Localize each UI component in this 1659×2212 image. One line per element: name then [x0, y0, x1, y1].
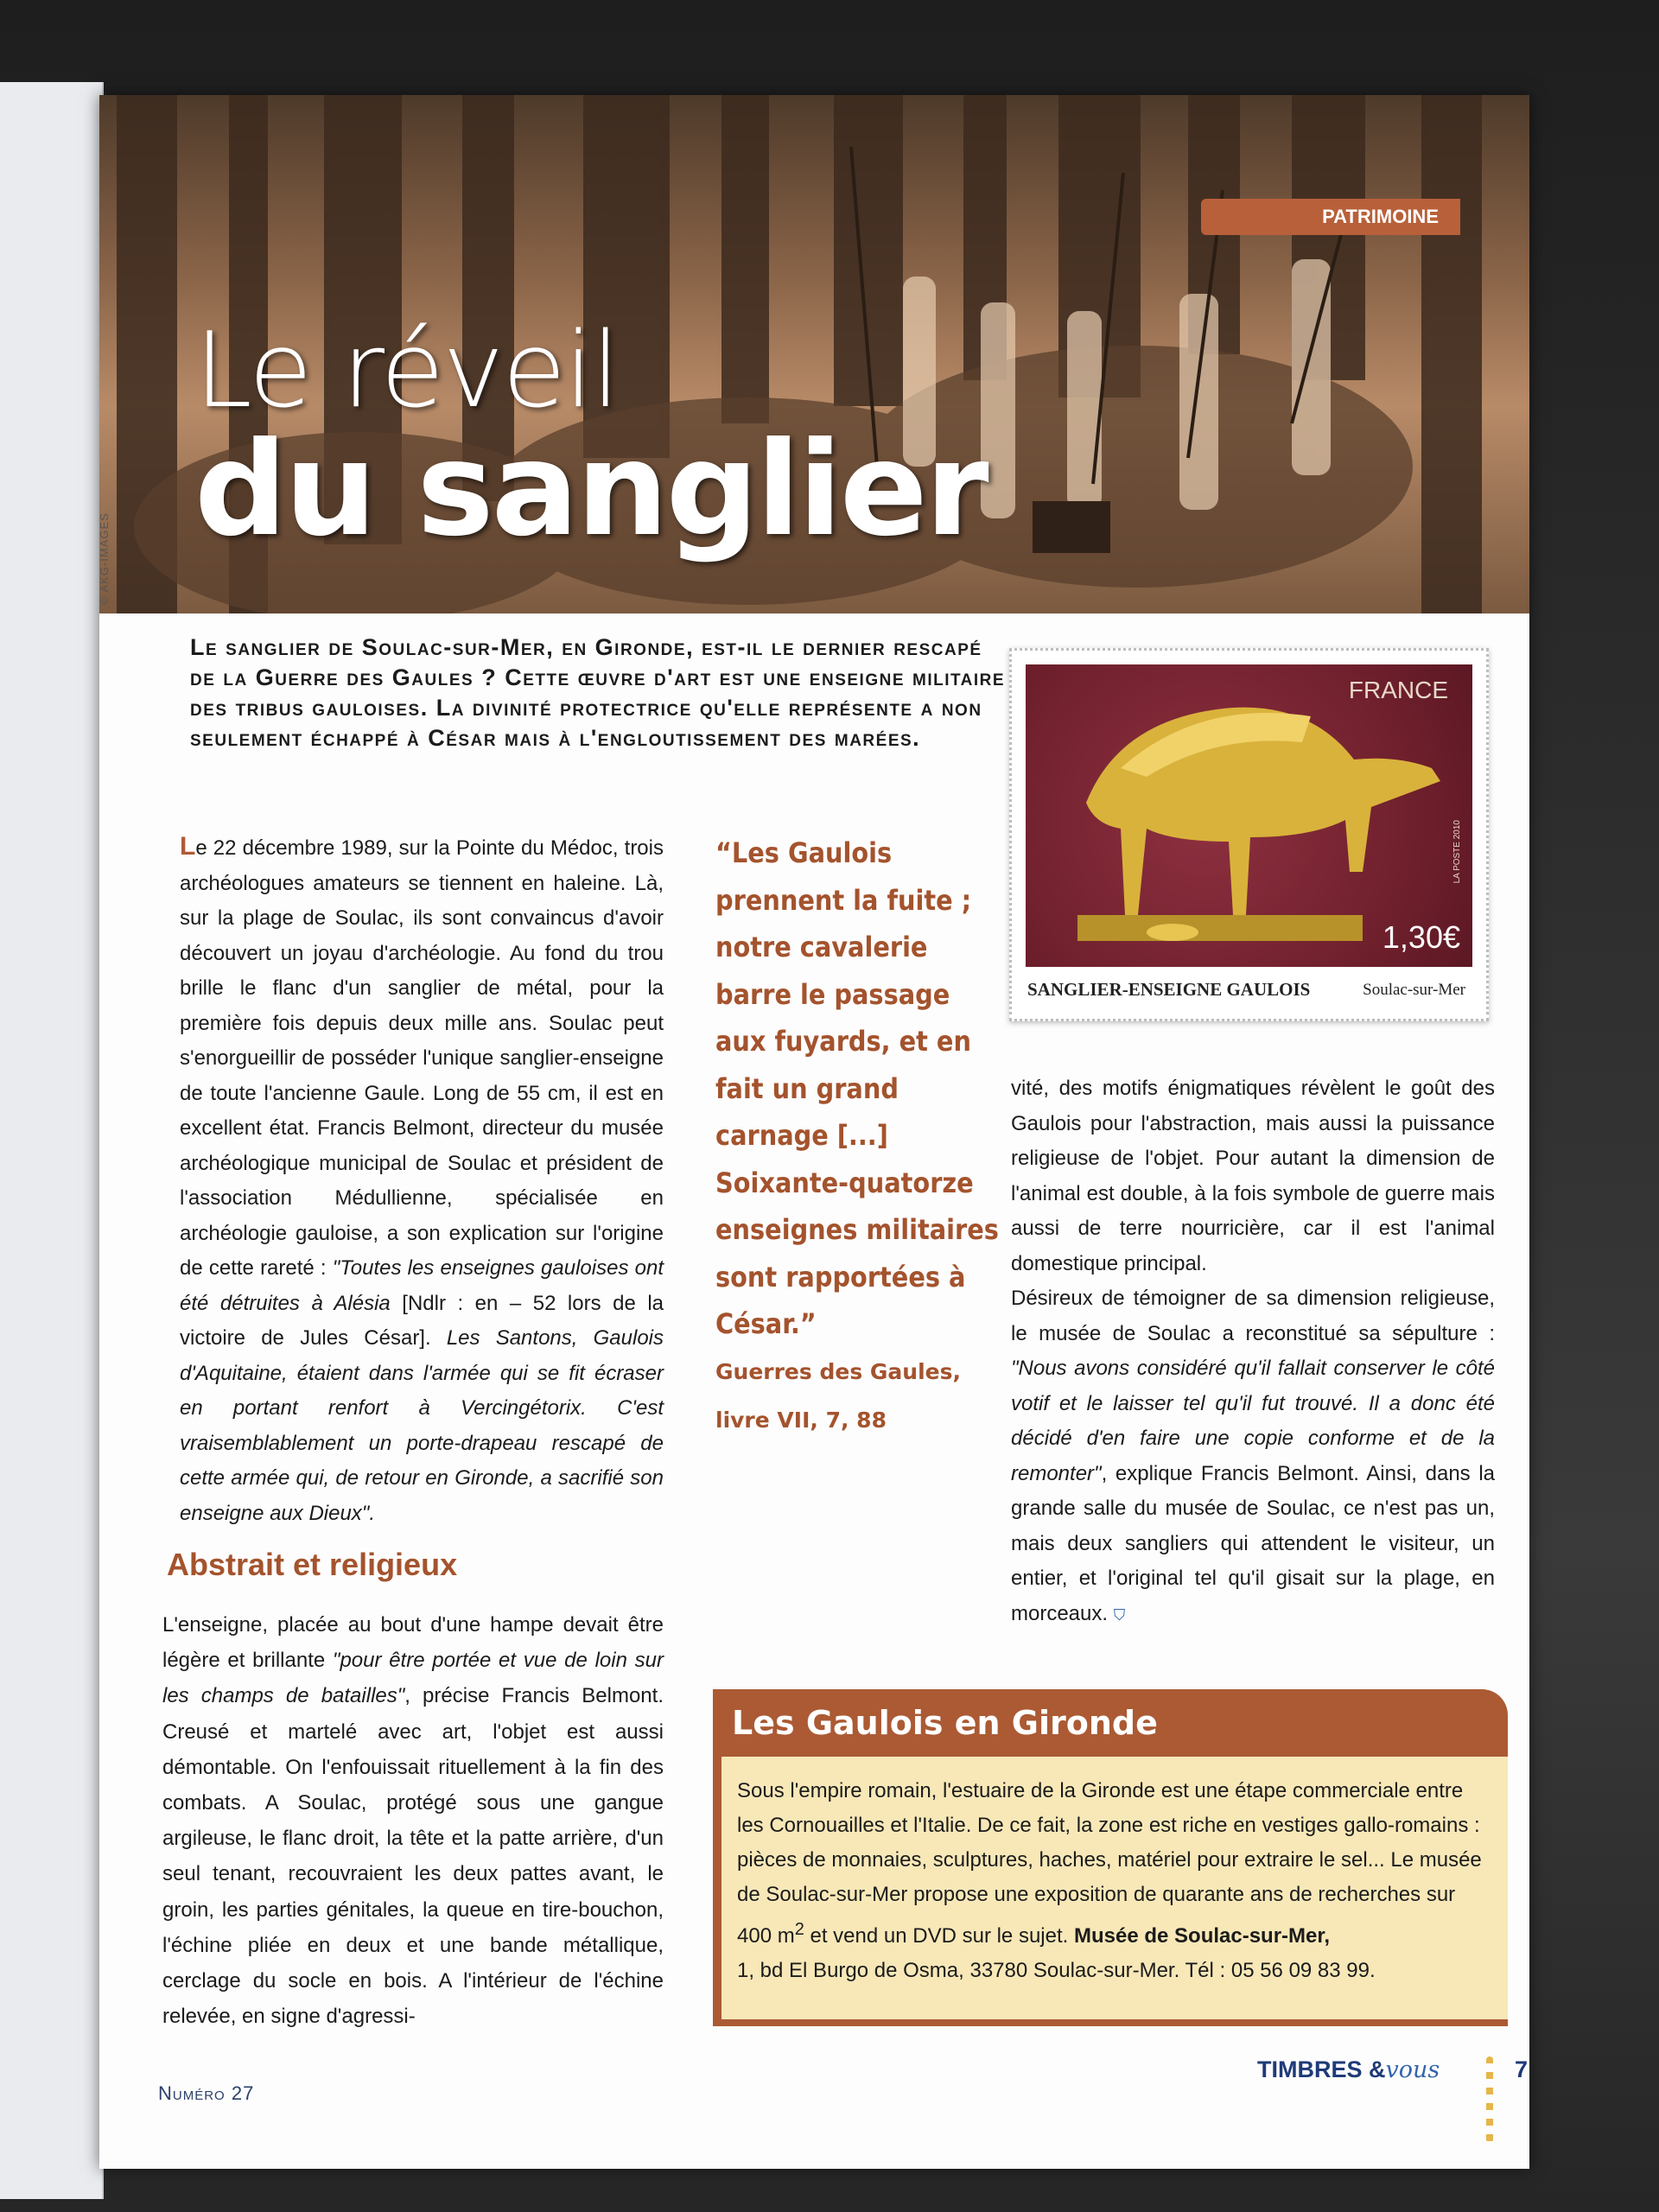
- col1-text: e 22 décembre 1989, sur la Pointe du Médoc, trois archéologues amateurs se tiennent en haleine. Là, sur la plage de Soulac, ils sont convaincus d'avoir découvert un joyau d'archéologie. Au fond du trou brille le flanc d'un sanglier de métal, pour la première fois depuis deux mille ans. Soulac peut s'enorgueillir de posséder l'unique sanglier-enseigne de toute l'ancienne Gaule. Long de 55 cm, il est en excellent état. Francis Belmont, directeur du musée archéologique municipal de Soulac et président de l'association Médullienne, spécialisée en archéologie gauloise, a son explication sur l'origine de cette rareté :: [180, 836, 664, 1280]
- hero-illustration: [99, 95, 1529, 613]
- headline-line-1: Le réveil: [194, 311, 619, 431]
- body-column-1: [180, 830, 664, 1531]
- body-column-1b: [162, 1607, 664, 2034]
- stamp-price: 1,30€: [1382, 919, 1460, 955]
- quote-source-line-2: livre VII, 7, 88: [715, 1408, 887, 1433]
- col3-paragraph-2: [1011, 1281, 1495, 1632]
- section2-text-1: L'enseigne, placée au bout d'une hampe devait être légère et brillante: [162, 1613, 664, 1673]
- col3-paragraph-1: vité, des motifs énigmatiques révèlent le goût des Gaulois pour l'abstraction, mais aussi la puissance religieuse de l'objet. Pour autant la dimension de l'animal est double, à la fois symbole de guerre mais aussi de terre nourricière, car il est l'animal domestique principal.: [1011, 1077, 1495, 1275]
- info-box-text-2: et vend un DVD sur le sujet.: [804, 1924, 1074, 1948]
- info-box-text: Sous l'empire romain, l'estuaire de la Gironde est une étape commerciale entre les Cornouailles et l'Italie. De ce fait, la zone est riche en vestiges gallo-romains : pièces de monnaies, sculptures, haches, matériel pour extraire le sel... Le musée de Soulac-sur-Mer propose une exposition de quarante ans de recherches sur 400 m: [737, 1779, 1482, 1948]
- stamp-place: Soulac-sur-Mer: [1363, 981, 1465, 999]
- stamp-caption: SANGLIER-ENSEIGNE GAULOIS: [1027, 979, 1311, 1000]
- headline-line-2: du sanglier: [194, 415, 987, 565]
- previous-page-edge: [0, 82, 104, 2199]
- quote-source-line-1: Guerres des Gaules,: [715, 1359, 961, 1384]
- pull-quote: “Les Gaulois prennent la fuite ; notre cavalerie barre le passage aux fuyards, et en fait un grand carnage [...] Soixante-quatorze enseignes militaires sont rapportées à César.”: [715, 836, 999, 1340]
- magazine-brand: [1257, 2056, 1440, 2083]
- info-box-heading: Les Gaulois en Gironde: [713, 1689, 1508, 1757]
- info-box-sup: 2: [794, 1920, 804, 1939]
- info-box: [713, 1689, 1508, 2026]
- page-number: 7: [1515, 2056, 1529, 2082]
- photo-credit: © AKG-IMAGES: [98, 512, 111, 605]
- section2-quote: "pour être portée et vue de loin sur les champs de batailles": [162, 1649, 664, 1708]
- stamp-country: FRANCE: [1348, 677, 1448, 703]
- col3-end: , explique Francis Belmont. Ainsi, dans la grande salle du musée de Soulac, ce n'est pas un, mais deux sangliers qui attendent le visiteur, un entier, et l'original tel qu'il gisait sur la plage, en morceaux.: [1011, 1461, 1495, 1625]
- stamp-artwork: [1026, 664, 1472, 967]
- info-box-body: [713, 1757, 1508, 2026]
- pull-quote-source: [715, 1348, 1001, 1445]
- col3-text: Désireux de témoigner de sa dimension religieuse, le musée de Soulac a reconstitué sa sépulture :: [1011, 1287, 1495, 1345]
- decorative-dots: [1486, 2056, 1493, 2143]
- section-heading: Abstrait et religieux: [167, 1547, 458, 1582]
- section-badge: PATRIMOINE: [1201, 199, 1460, 235]
- body-column-3: [1011, 1071, 1495, 1632]
- col1-note: [Ndlr : en – 52 lors de la victoire de Jules César].: [180, 1291, 664, 1350]
- brand-text: TIMBRES &: [1257, 2056, 1386, 2082]
- magazine-page: [99, 95, 1529, 2169]
- lead-paragraph: Le sanglier de Soulac-sur-Mer, en Gironde, est-il le dernier rescapé de la Guerre des Gaules ? Cette œuvre d'art est une enseigne militaire des tribus gauloises. La divinité protectrice qu'elle représente a non seulement échappé à César mais à l'engloutissement des marées.: [190, 634, 1006, 751]
- issue-number: Numéro 27: [158, 2082, 255, 2104]
- section2-text-2: , précise Francis Belmont. Creusé et martelé avec art, l'objet est aussi démontable. On l'enfouissait rituellement à la fin des combats. A Soulac, protégé sous une gangue argileuse, le flanc droit, la tête et la patte arrière, d'un seul tenant, recouvraient les deux pattes avant, le groin, les parties génitales, la queue en tire-bouchon, l'échine pliée en deux et une bande métallique, cerclage du socle en bois. A l'intérieur de l'échine relevée, en signe d'agressi-: [162, 1684, 664, 2029]
- col1-quote-2: Les Santons, Gaulois d'Aquitaine, étaient dans l'armée qui se fit écraser en portant renfort à Vercingétorix. C'est vraisemblablement un porte-drapeau rescapé de cette armée qui, de retour en Gironde, a sacrifié son enseigne aux Dieux".: [180, 1326, 664, 1525]
- stamp-vertical-text: LA POSTE 2010: [1452, 820, 1462, 884]
- end-mark-icon: ⛉: [1113, 1605, 1126, 1624]
- col3-quote: "Nous avons considéré qu'il fallait conserver le côté votif et le laisser tel qu'il fut trouvé. Il a donc été décidé d'en faire une copie conforme et de la remonter": [1011, 1357, 1495, 1485]
- col1-quote-1: "Toutes les enseignes gauloises ont été détruites à Alésia: [180, 1256, 664, 1315]
- drop-cap: L: [180, 832, 196, 861]
- brand-script: vous: [1385, 2056, 1440, 2083]
- postage-stamp: [1009, 648, 1489, 1021]
- info-box-address: 1, bd El Burgo de Osma, 33780 Soulac-sur-Mer. Tél : 05 56 09 83 99.: [737, 1959, 1376, 1982]
- info-box-museum: Musée de Soulac-sur-Mer,: [1073, 1924, 1331, 1948]
